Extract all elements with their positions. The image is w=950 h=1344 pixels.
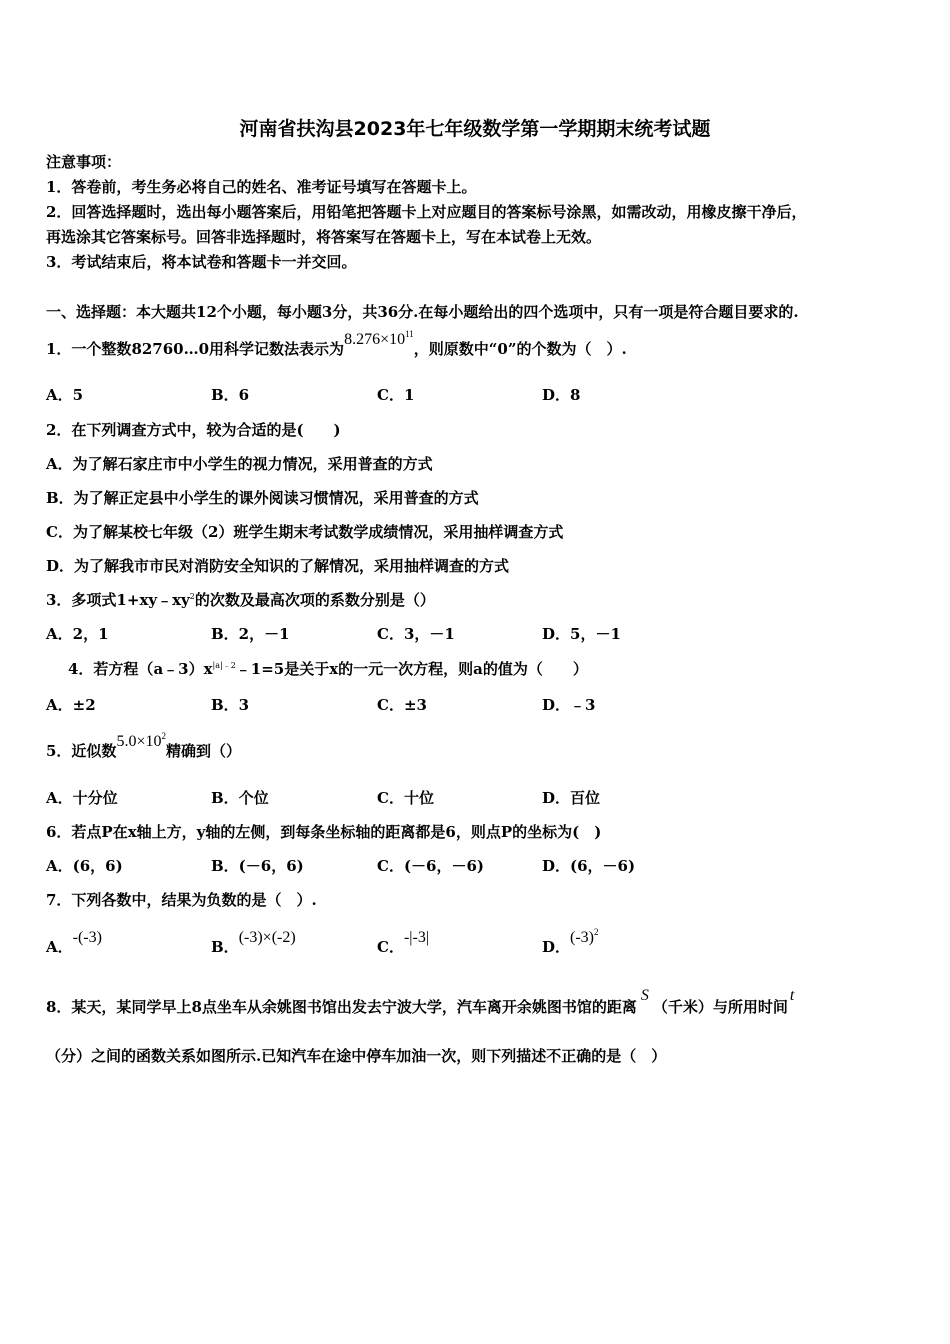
notice-item-3: 3．考试结束后，将本试卷和答题卡一并交回。 bbox=[46, 253, 357, 271]
question-5-stem-b: 精确到（） bbox=[165, 742, 241, 760]
q3-option-c[interactable]: C．3，－1 bbox=[377, 625, 455, 643]
q7-option-a-math: -(-3) bbox=[72, 929, 102, 946]
q7-option-c-math: -|-3| bbox=[403, 929, 430, 946]
section-heading: 一、选择题：本大题共12个小题，每小题3分，共36分.在每小题给出的四个选项中，只有一项是符合题目要求的. bbox=[46, 303, 799, 321]
question-1-stem-a: 1．一个整数82760…0用科学记数法表示为 bbox=[46, 340, 345, 358]
question-8-var-s: S bbox=[640, 987, 649, 1004]
q3-option-b[interactable]: B．2，－1 bbox=[211, 625, 290, 643]
question-4-stem-b: ﹣1=5是关于x的一元一次方程，则a的值为（ ） bbox=[235, 660, 588, 678]
question-4 bbox=[68, 660, 588, 681]
q5-option-c[interactable]: C．十位 bbox=[377, 789, 434, 807]
q2-option-c[interactable]: C．为了解某校七年级（2）班学生期末考试数学成绩情况，采用抽样调查方式 bbox=[46, 523, 564, 541]
q7-option-a[interactable] bbox=[46, 929, 102, 957]
q7-option-d-math-base: (-3) bbox=[570, 929, 594, 946]
question-8-text-a: 8．某天，某同学早上8点坐车从余姚图书馆出发去宁波大学，汽车离开余姚图书馆的距离 bbox=[46, 998, 637, 1016]
q1-option-d[interactable]: D．8 bbox=[542, 386, 581, 404]
question-3-stem-a: 3．多项式1+xy﹣xy bbox=[46, 591, 190, 609]
question-1-math-exp: 11 bbox=[405, 329, 414, 339]
q5-option-a[interactable]: A．十分位 bbox=[46, 789, 118, 807]
question-3-stem-b: 的次数及最高次项的系数分别是（） bbox=[194, 591, 435, 609]
question-8-line-2: （分）之间的函数关系如图所示.已知汽车在途中停车加油一次，则下列描述不正确的是（ ） bbox=[46, 1047, 667, 1065]
q7-option-b-math: (-3)×(-2) bbox=[238, 929, 296, 946]
q1-option-c[interactable]: C．1 bbox=[377, 386, 415, 404]
q7-option-c-label: C． bbox=[377, 938, 404, 956]
question-5-math bbox=[116, 733, 166, 750]
q4-option-b[interactable]: B．3 bbox=[211, 696, 250, 714]
question-5-math-exp: 2 bbox=[161, 731, 166, 741]
question-8-line-1 bbox=[46, 987, 795, 1017]
q6-option-a[interactable]: A．(6，6) bbox=[46, 857, 123, 875]
q6-option-d[interactable]: D．(6，－6) bbox=[542, 857, 636, 875]
page-title: 河南省扶沟县2023年七年级数学第一学期期末统考试题 bbox=[239, 118, 711, 140]
q6-option-c[interactable]: C．(－6，－6) bbox=[377, 857, 485, 875]
question-6: 6．若点P在x轴上方，y轴的左侧，到每条坐标轴的距离都是6，则点P的坐标为( ) bbox=[46, 823, 602, 841]
question-7: 7．下列各数中，结果为负数的是（ ）. bbox=[46, 891, 317, 909]
question-2: 2．在下列调查方式中，较为合适的是( ) bbox=[46, 421, 341, 439]
q7-option-a-label: A． bbox=[46, 938, 73, 956]
question-3 bbox=[46, 591, 435, 612]
q1-option-a[interactable]: A．5 bbox=[46, 386, 84, 404]
question-5-stem-a: 5．近似数 bbox=[46, 742, 117, 760]
question-1-math-base: 8.276×10 bbox=[344, 331, 406, 348]
question-5-math-base: 5.0×10 bbox=[116, 733, 162, 750]
q3-option-d[interactable]: D．5，－1 bbox=[542, 625, 621, 643]
q7-option-d-math bbox=[570, 929, 598, 946]
q1-option-b[interactable]: B．6 bbox=[211, 386, 250, 404]
q7-option-d-label: D． bbox=[542, 938, 571, 956]
question-3-exp: 2 bbox=[189, 592, 195, 601]
question-1-math bbox=[344, 331, 414, 348]
question-1-stem-b: ，则原数中“0”的个数为（ ）. bbox=[413, 340, 627, 358]
q7-option-c[interactable] bbox=[377, 929, 430, 957]
q2-option-a[interactable]: A．为了解石家庄市中小学生的视力情况，采用普查的方式 bbox=[46, 455, 433, 473]
notice-item-1: 1．答卷前，考生务必将自己的姓名、准考证号填写在答题卡上。 bbox=[46, 178, 477, 196]
q5-option-b[interactable]: B．个位 bbox=[211, 789, 269, 807]
q7-option-d-math-exp: 2 bbox=[594, 927, 599, 937]
notice-item-2-cont: 再选涂其它答案标号。回答非选择题时，将答案写在答题卡上，写在本试卷上无效。 bbox=[46, 228, 602, 246]
q4-option-a[interactable]: A．±2 bbox=[46, 696, 96, 714]
question-8-text-b: （千米）与所用时间 bbox=[652, 998, 788, 1016]
notice-heading: 注意事项： bbox=[46, 153, 122, 171]
q4-option-c[interactable]: C．±3 bbox=[377, 696, 427, 714]
q5-option-d[interactable]: D．百位 bbox=[542, 789, 601, 807]
question-4-stem-a: 4．若方程（a﹣3）x bbox=[68, 660, 213, 678]
q3-option-a[interactable]: A．2，1 bbox=[46, 625, 109, 643]
q6-option-b[interactable]: B．(－6，6) bbox=[211, 857, 304, 875]
q2-option-b[interactable]: B．为了解正定县中小学生的课外阅读习惯情况，采用普查的方式 bbox=[46, 489, 479, 507]
question-8-var-t: t bbox=[789, 987, 795, 1004]
q7-option-b-label: B． bbox=[211, 938, 239, 956]
q7-option-b[interactable] bbox=[211, 929, 296, 957]
q2-option-d[interactable]: D．为了解我市市民对消防安全知识的了解情况，采用抽样调查的方式 bbox=[46, 557, 510, 575]
notice-item-2: 2．回答选择题时，选出每小题答案后，用铅笔把答题卡上对应题目的答案标号涂黑，如需改动，用橡皮擦干净后， bbox=[46, 203, 807, 221]
q7-option-d[interactable] bbox=[542, 927, 599, 958]
question-4-exp: |a|﹣2 bbox=[212, 661, 236, 670]
q4-option-d[interactable]: D．﹣3 bbox=[542, 696, 596, 714]
